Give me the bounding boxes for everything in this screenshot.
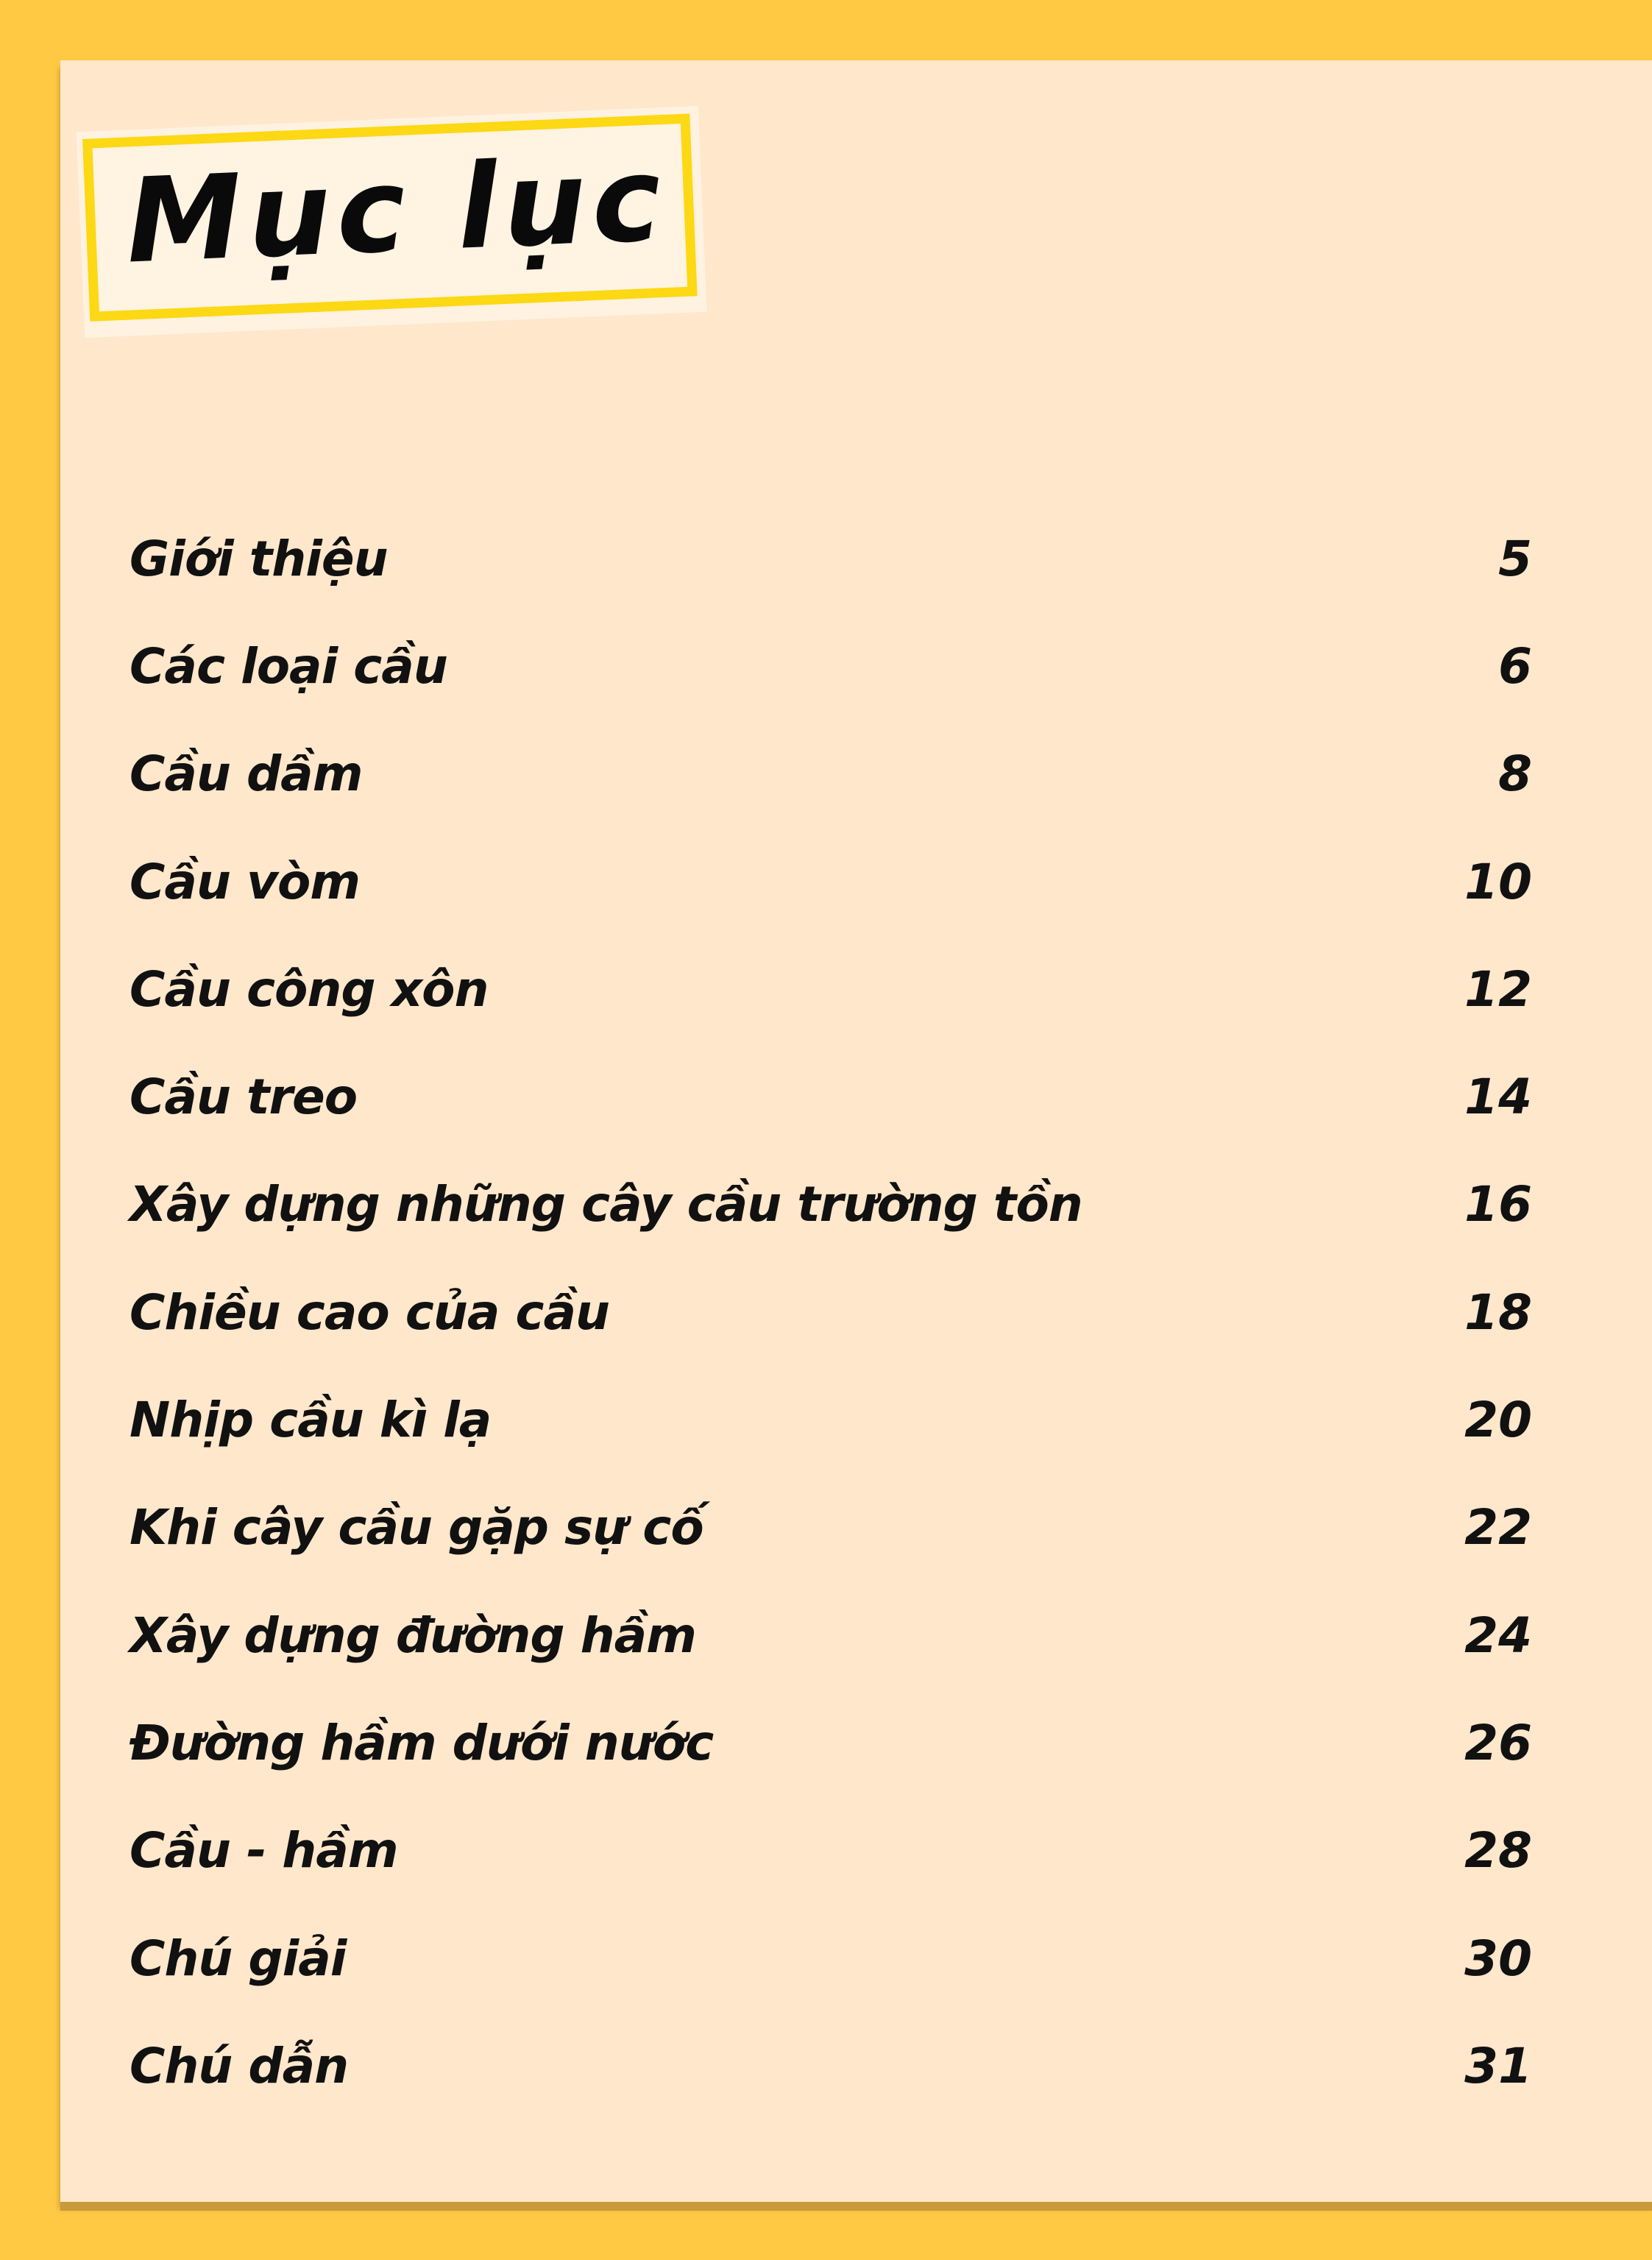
toc-entry[interactable] — [130, 1366, 1542, 1473]
toc-entry-title: Cầu dầm — [130, 745, 363, 803]
toc-entry[interactable] — [130, 1258, 1542, 1366]
table-of-contents — [130, 505, 1542, 2119]
toc-entry-title: Xây dựng đường hầm — [130, 1607, 696, 1664]
toc-entry-page: 30 — [1464, 1930, 1532, 1987]
toc-entry-page: 5 — [1498, 530, 1532, 587]
toc-entry-title: Chú dẫn — [130, 2037, 349, 2094]
page-title: Mục lục — [123, 131, 670, 290]
toc-entry-page: 14 — [1464, 1069, 1532, 1126]
toc-entry-page: 12 — [1464, 960, 1532, 1018]
toc-entry-page: 24 — [1464, 1607, 1532, 1664]
toc-entry[interactable] — [130, 1043, 1542, 1150]
toc-entry[interactable] — [130, 1474, 1542, 1581]
toc-entry[interactable] — [130, 1151, 1542, 1258]
toc-entry-title: Cầu công xôn — [130, 960, 489, 1018]
toc-entry-title: Chiều cao của cầu — [130, 1283, 610, 1341]
toc-entry-title: Các loại cầu — [130, 637, 447, 695]
toc-entry-title: Nhịp cầu kì lạ — [130, 1392, 492, 1449]
toc-entry-title: Xây dựng những cây cầu trường tồn — [130, 1176, 1082, 1233]
toc-entry-title: Chú giải — [130, 1930, 347, 1987]
toc-entry[interactable] — [130, 505, 1542, 612]
toc-entry-page: 10 — [1464, 853, 1532, 910]
toc-entry[interactable] — [130, 828, 1542, 935]
toc-entry[interactable] — [130, 612, 1542, 720]
toc-entry[interactable] — [130, 1905, 1542, 2012]
toc-entry-page: 22 — [1464, 1499, 1532, 1556]
toc-entry[interactable] — [130, 935, 1542, 1043]
toc-entry-title: Cầu - hầm — [130, 1822, 398, 1880]
toc-entry-page: 16 — [1464, 1176, 1532, 1233]
toc-entry-title: Cầu treo — [130, 1069, 358, 1126]
toc-entry-page: 20 — [1464, 1392, 1532, 1449]
toc-entry-page: 8 — [1498, 745, 1532, 803]
toc-entry-title: Đường hầm dưới nước — [130, 1714, 714, 1771]
toc-entry-page: 31 — [1464, 2037, 1532, 2094]
toc-entry[interactable] — [130, 1581, 1542, 1689]
toc-entry[interactable] — [130, 1797, 1542, 1905]
toc-entry-title: Cầu vòm — [130, 853, 361, 910]
toc-entry-page: 18 — [1464, 1283, 1532, 1341]
toc-entry-title: Giới thiệu — [130, 530, 388, 587]
toc-entry-title: Khi cây cầu gặp sự cố — [130, 1499, 703, 1556]
toc-entry-page: 26 — [1464, 1714, 1532, 1771]
toc-entry[interactable] — [130, 1689, 1542, 1796]
toc-entry-page: 28 — [1464, 1822, 1532, 1880]
title-box — [82, 113, 701, 321]
toc-entry-page: 6 — [1498, 637, 1532, 695]
book-page — [60, 60, 1652, 2202]
toc-entry[interactable] — [130, 720, 1542, 828]
toc-entry[interactable] — [130, 2012, 1542, 2119]
